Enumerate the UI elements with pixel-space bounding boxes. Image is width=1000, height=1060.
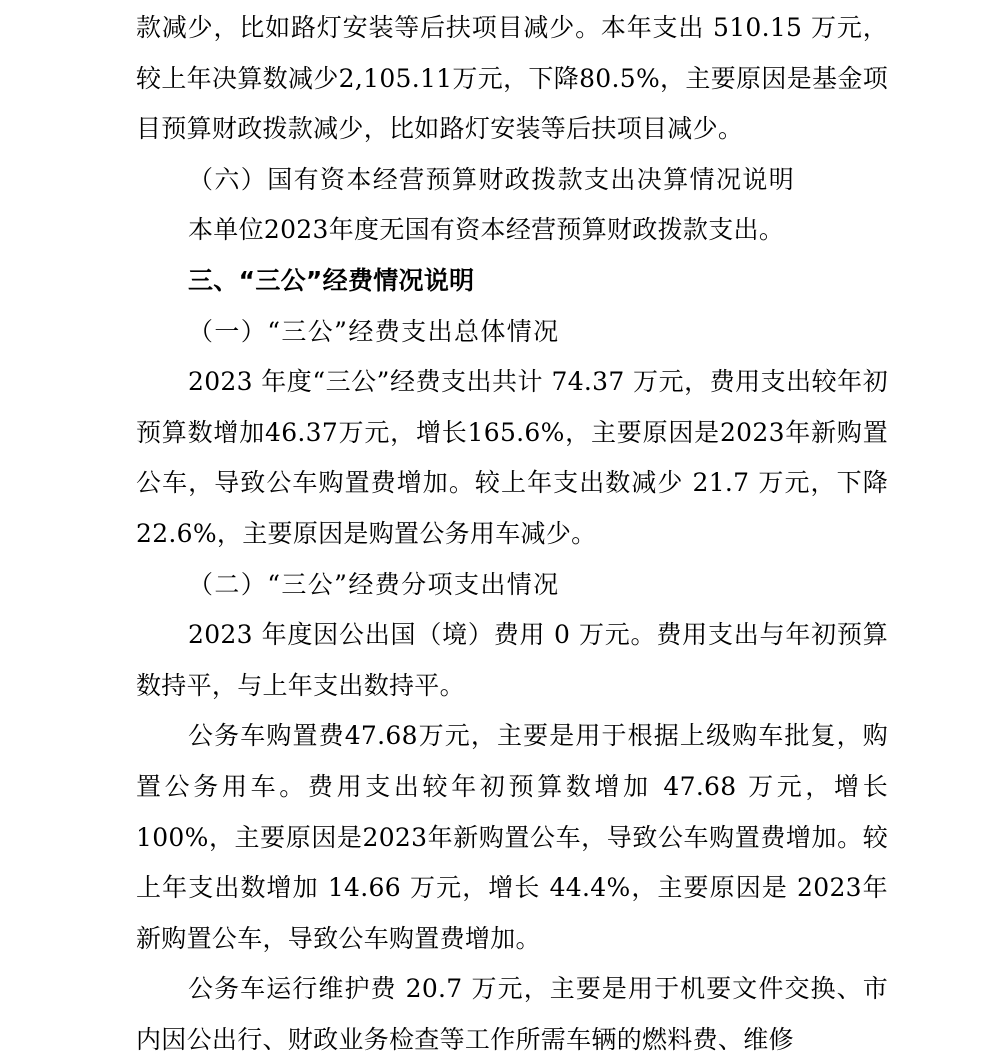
paragraph-overall-expenses: 2023 年度“三公”经费支出共计 74.37 万元，费用支出较年初预算数增加46.37万元，增长165.6%，主要原因是2023年新购置公车，导致公车购置费增加。较上年支出数减少 21.7 万元，下降22.6%，主要原因是购置公务用车减少。 <box>136 367 888 548</box>
document-body <box>136 3 888 1060</box>
paragraph-vehicle-maintenance: 公务车运行维护费 20.7 万元，主要是用于机要文件交换、市内因公出行、财政业务检查等工作所需车辆的燃料费、维修 <box>136 974 888 1054</box>
paragraph-overseas-travel: 2023 年度因公出国（境）费用 0 万元。费用支出与年初预算数持平，与上年支出数持平。 <box>136 620 888 700</box>
heading-overall-expenses: （一）“三公”经费支出总体情况 <box>188 316 560 346</box>
paragraph-fund-expense-continued: 款减少，比如路灯安装等后扶项目减少。本年支出 510.15 万元，较上年决算数减少2,105.11万元，下降80.5%，主要原因是基金项目预算财政拨款减少，比如路灯安装等后扶项目减少。 <box>136 13 888 144</box>
heading-state-capital-budget: （六）国有资本经营预算财政拨款支出决算情况说明 <box>188 164 796 194</box>
paragraph-state-capital-none: 本单位2023年度无国有资本经营预算财政拨款支出。 <box>188 215 785 245</box>
heading-three-public-expenses: 三、“三公”经费情况说明 <box>188 265 475 295</box>
heading-itemized-expenses: （二）“三公”经费分项支出情况 <box>188 569 560 599</box>
paragraph-vehicle-purchase: 公务车购置费47.68万元，主要是用于根据上级购车批复，购置公务用车。费用支出较年初预算数增加 47.68 万元，增长100%，主要原因是2023年新购置公车，导致公车购置费增加。较上年支出数增加 14.66 万元，增长 44.4%，主要原因是 2023年新购置公车，导致公车购置费增加。 <box>136 721 888 953</box>
